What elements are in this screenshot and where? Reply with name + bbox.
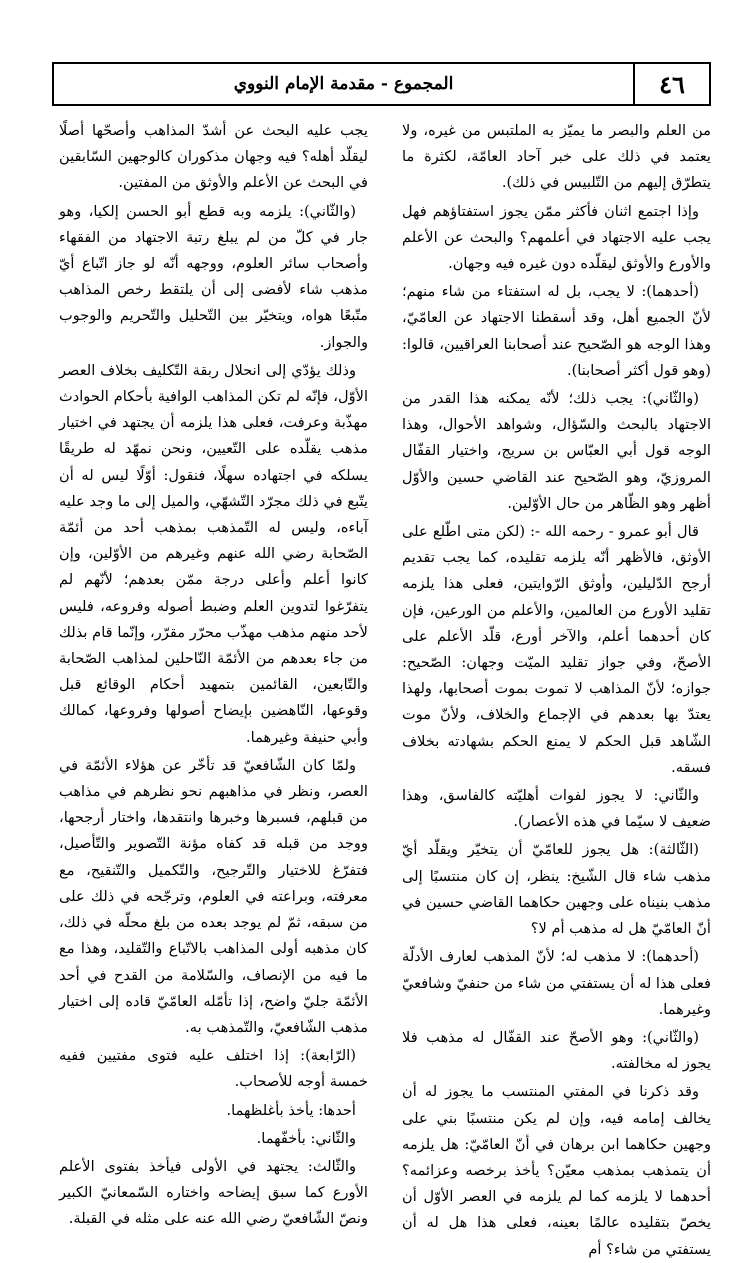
paragraph: والثّاني: بأخفّهما.: [256, 1129, 356, 1147]
paragraph: والثّالث: يجتهد في الأولى فيأخذ بفتوى الأعلم الأورع كما سبق إيضاحه واختاره السّمعانيّ الكبير ونصّ الشّافعيّ رضي الله عنه على مثله في القبلة.: [59, 1157, 368, 1228]
paragraph: ولمّا كان الشّافعيّ قد تأخّر عن هؤلاء الأئمّة في العصر، ونظر في مذاهبهم نحو نظرهم في مذاهب من قبلهم، فسبرها وخبرها وانتقدها، واختار أرجحها، ووجد من قبله قد كفاه مؤنة التّصوير والتّأصيل، فتفرّغ للاختيار والتّرجيح، والتّكميل والتّنقيح، مع معرفته، وبراعته في العلوم، وترجّحه في ذلك على من سبقه، ثمّ لم يوجد بعده من بلغ محلّه في ذلك، كان مذهبه أولى المذاهب بالاتّباع والتّقليد، وهذا مع ما فيه من الإنصاف، والسّلامة من القدح في أحد الأئمّة جليّ واضح، إذا تأمّله العامّيّ قاده إلى اختيار مذهب الشّافعيّ، والتّمذهب به.: [59, 756, 368, 1036]
paragraph: (أحدهما): لا يجب، بل له استفتاء من شاء منهم؛ لأنّ الجميع أهل، وقد أسقطنا الاجتهاد عن العامّيّ، وهذا الوجه هو الصّحيح عند أصحابنا العراقيين، قالوا: (وهو قول أكثر أصحابنا).: [402, 283, 711, 379]
paragraph: أحدها: يأخذ بأغلظهما.: [226, 1101, 356, 1119]
paragraph: وقد ذكرنا في المفتي المنتسب ما يجوز له أن يخالف إمامه فيه، وإن لم يكن منتسبًا بني على وجهين حكاهما ابن برهان في أنّ العامّيّ: هل يلزمه أن يتمذهب بمذهب معيّن؟ يأخذ برخصه وعزائمه؟ أحدهما لا يلزمه كما لم يلزمه في العصر الأوّل أن يخصّ بتقليده عالمًا بعينه، فعلى هذا هل له أن يستفتي من شاء؟ أم: [402, 1083, 711, 1258]
paragraph: من العلم والبصر ما يميّز به الملتبس من غيره، ولا يعتمد في ذلك على خبر آحاد العامّة، لكثرة ما يتطرّق إليهم من التّلبيس في ذلك).: [402, 122, 711, 192]
paragraph: (والثّاني): يجب ذلك؛ لأنّه يمكنه هذا القدر من الاجتهاد بالبحث والسّؤال، وشواهد الأحوال، وهذا الوجه قول أبي العبّاس بن سريج، واختيار القفّال المروزيّ، وهو الصّحيح عند القاضي حسين والأوّل أظهر وهو الظّاهر من حال الأوّلين.: [402, 390, 711, 512]
page-number: ٤٦: [633, 64, 709, 104]
running-title: المجموع - مقدمة الإمام النووي: [233, 74, 454, 94]
paragraph: والثّاني: لا يجوز لفوات أهليّته كالفاسق، وهذا ضعيف لا سيّما في هذه الأعصار).: [402, 787, 711, 831]
paragraph: (والثّاني): وهو الأصحّ عند القفّال له مذهب فلا يجوز له مخالفته.: [402, 1028, 711, 1073]
page-header: [52, 62, 711, 106]
paragraph: قال أبو عمرو - رحمه الله -: (لكن متى اطّلع على الأوثق، فالأظهر أنّه يلزمه تقليده، كما يجب تقديم أرجح الدّليلين، وأوثق الرّوايتين، فعلى هذا يلزمه تقليد الأورع من العالمين، والأعلم من الورعين، فإن كان أحدهما أعلم، والآخر أورع، قلّد الأعلم على الأصحّ، وفي جواز تقليد الميّت وجهان: الصّحيح: جوازه؛ لأنّ المذاهب لا تموت بموت أصحابها، ولهذا يعتدّ بها بعدهم في الإجماع والخلاف، ولأنّ موت الشّاهد قبل الحكم لا يمنع الحكم بشهادته بخلاف فسقه.: [402, 523, 711, 776]
paragraph: (أحدهما): لا مذهب له؛ لأنّ المذهب لعارف الأدلّة فعلى هذا له أن يستفتي من شاء من حنفيّ وشافعيّ وغيرهما.: [402, 948, 711, 1018]
paragraph: (والثّاني): يلزمه وبه قطع أبو الحسن إلكيا، وهو جار في كلّ من لم يبلغ رتبة الاجتهاد من الفقهاء وأصحاب سائر العلوم، ووجهه أنّه لو جاز اتّباع أيّ مذهب شاء لأفضى إلى أن يلتقط رخص المذاهب متّبعًا هواه، ويتخيّر بين التّحليل والتّحريم والوجوب والجواز.: [59, 202, 368, 351]
paragraph: وذلك يؤدّي إلى انحلال ربقة التّكليف بخلاف العصر الأوّل، فإنّه لم تكن المذاهب الوافية بأحكام الحوادث مهذّبة وعرفت، فعلى هذا يلزمه أن يجتهد في اختيار مذهب يقلّده على التّعيين، ونحن نمهّد له طريقًا يسلكه في اجتهاده سهلًا، فنقول: أوّلًا ليس له أن يتّبع في ذلك مجرّد التّشهّي، والميل إلى ما وجد عليه آباءه، وليس له التّمذهب بمذهب أحد من أئمّة الصّحابة رضي الله عنهم وغيرهم من الأوّلين، وإن كانوا أعلم وأعلى درجة ممّن بعدهم؛ لأنّهم لم يتفرّغوا لتدوين العلم وضبط أصوله وفروعه، فليس لأحد منهم مذهب مهذّب محرّر مقرّر، وإنّما قام بذلك من جاء بعدهم من الأئمّة النّاحلين لمذاهب الصّحابة والتّابعين، القائمين بتمهيد أحكام الوقائع قبل وقوعها، النّاهضين بإيضاح أصولها وفروعها، كمالك وأبي حنيفة وغيرهما.: [59, 361, 368, 746]
paragraph: وإذا اجتمع اثنان فأكثر ممّن يجوز استفتاؤهم فهل يجب عليه الاجتهاد في أعلمهم؟ والبحث عن الأعلم والأورع والأوثق ليقلّده دون غيره فيه وجهان.: [402, 202, 711, 273]
right-text-column: [402, 118, 711, 1258]
paragraph: (الثّالثة): هل يجوز للعامّيّ أن يتخيّر ويقلّد أيّ مذهب شاء قال الشّيخ: ينظر، إن كان منتسبًا إلى مذهب بنيناه على وجهين حكاهما القاضي حسين في أنّ العامّيّ هل له مذهب أم لا؟: [402, 841, 711, 938]
left-text-column: [59, 118, 368, 1228]
paragraph: يجب عليه البحث عن أشدّ المذاهب وأصحّها أصلًا ليقلّد أهله؟ فيه وجهان مذكوران كالوجهين السّابقين في البحث عن الأعلم والأوثق من المفتين.: [59, 122, 368, 192]
paragraph: (الرّابعة): إذا اختلف عليه فتوى مفتيين ففيه خمسة أوجه للأصحاب.: [59, 1047, 368, 1091]
